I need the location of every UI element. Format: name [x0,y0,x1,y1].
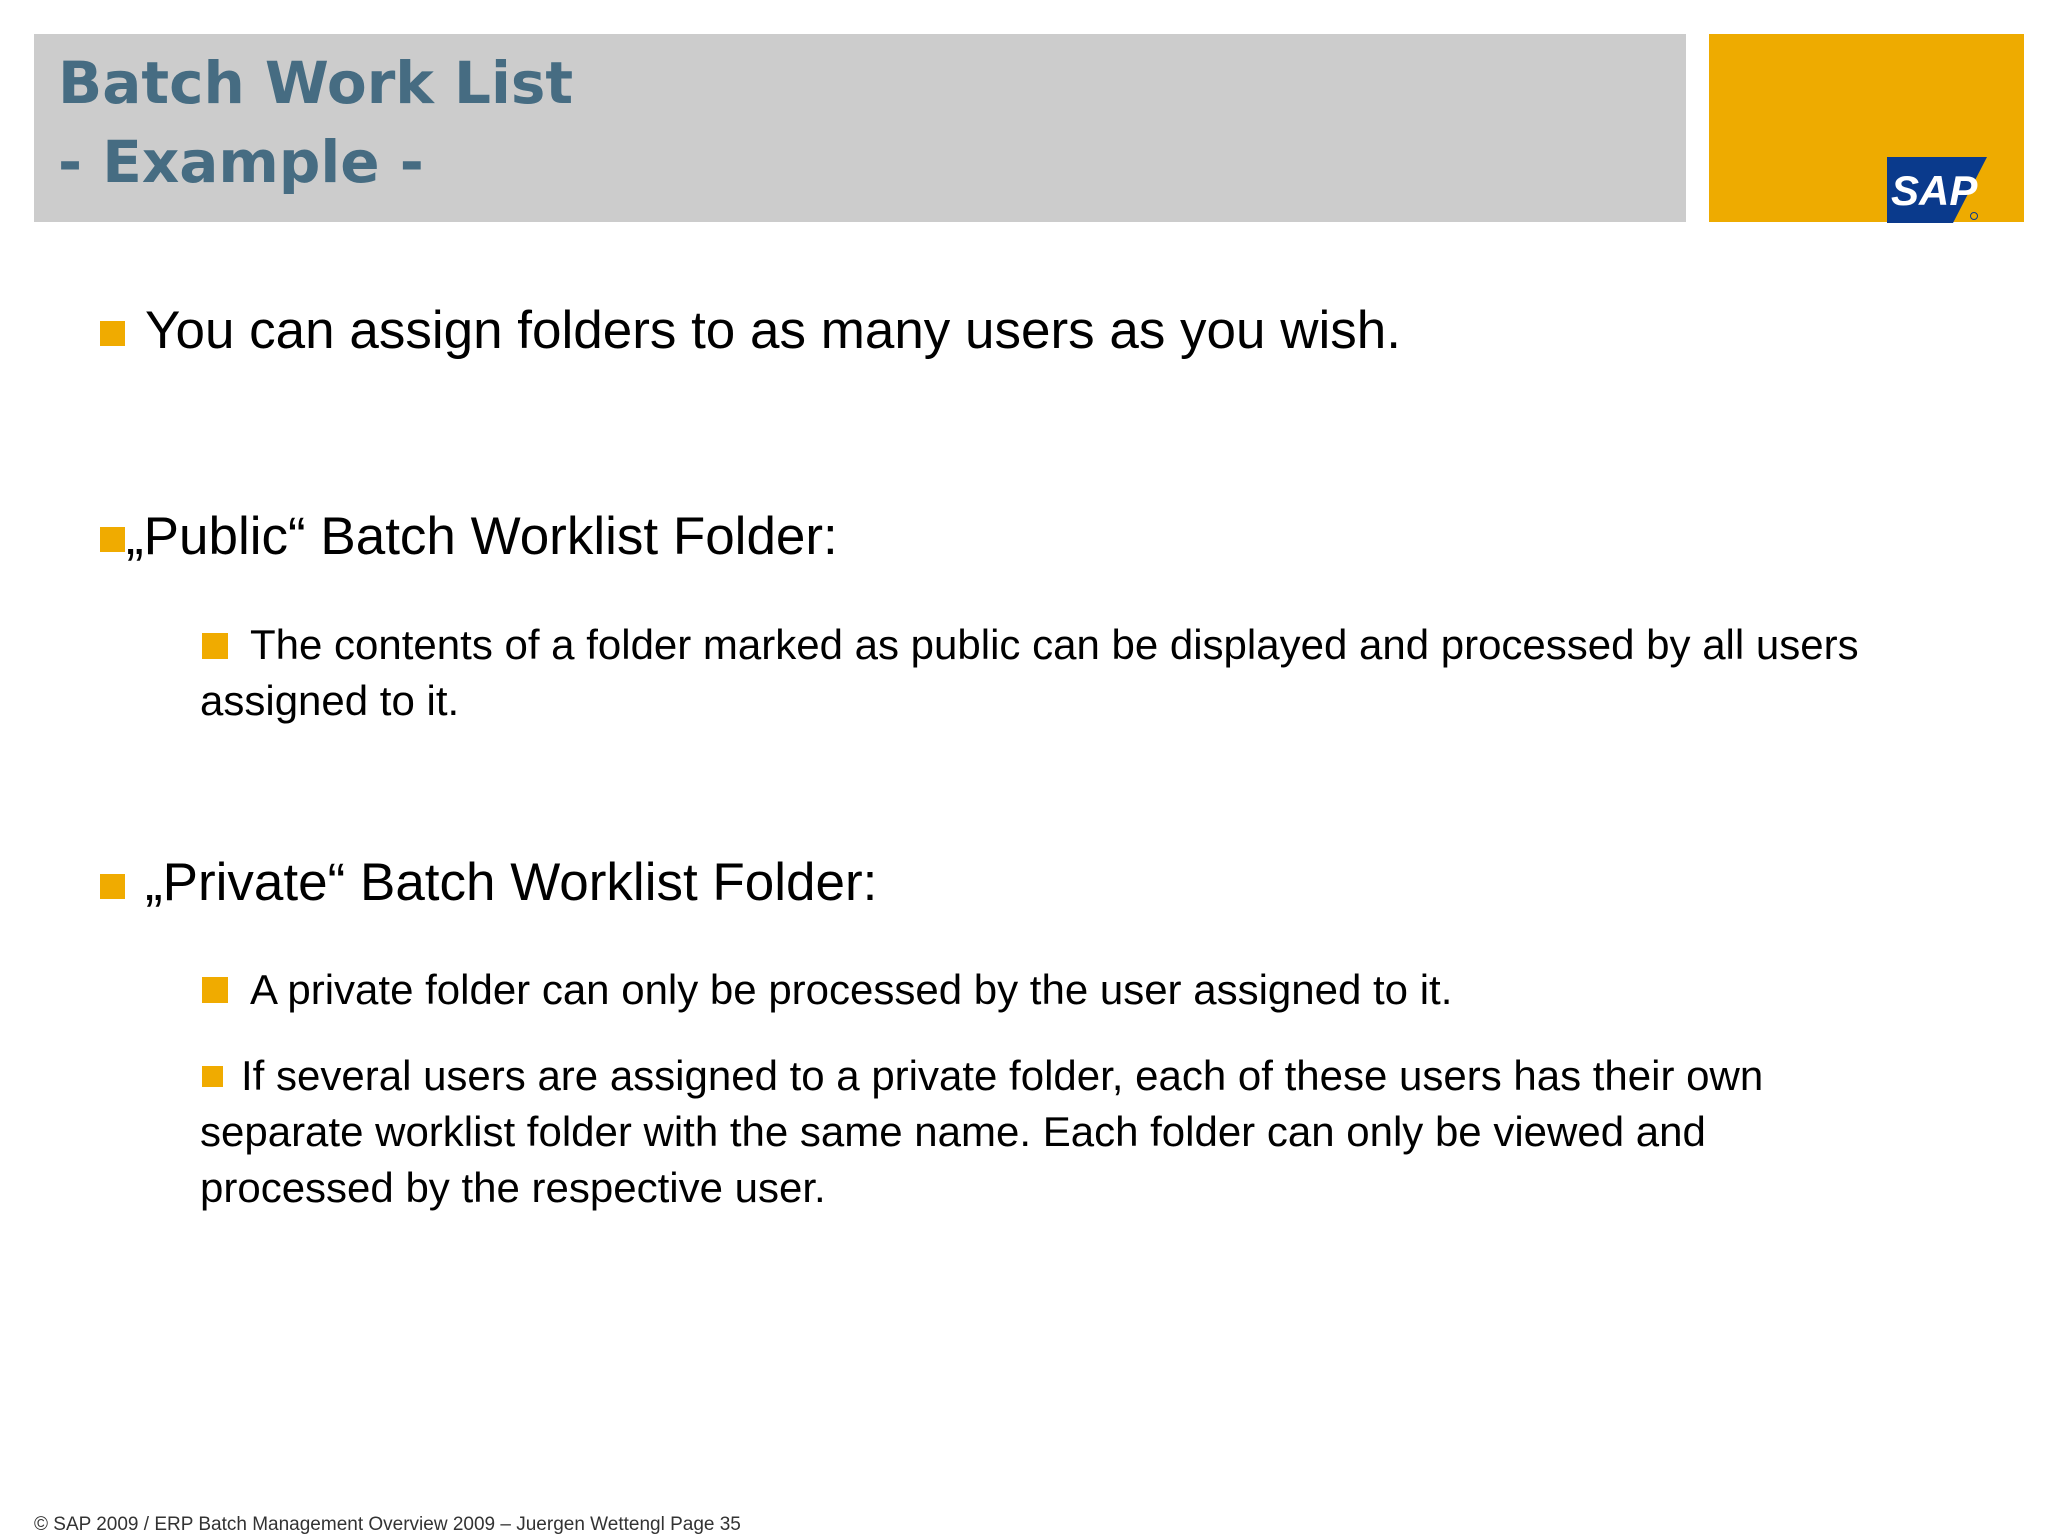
bullet-1-text: You can assign folders to as many users as you wish. [145,301,1401,360]
slide-subtitle: - Example - [58,128,424,196]
logo-text: SAP [1891,167,1978,214]
sub-bullet-square-3-1 [202,977,228,1003]
bullet-3-heading: „Private“ Batch Worklist Folder: [145,853,878,912]
sap-logo [1887,157,1987,223]
title-band [34,34,1686,222]
bullet-square-1 [100,321,125,346]
bullet-3-sub-2-text: If several users are assigned to a private folder, each of these users has their own separate worklist folder with the same name. Each folder can only be viewed and processed by the respective user. [200,1052,1764,1211]
bullet-square-2 [100,527,125,552]
footer-copyright: © SAP 2009 / ERP Batch Management Overview 2009 – Juergen Wettengl Page 35 [34,1514,741,1535]
logo-box [1709,34,2024,222]
slide-title: Batch Work List [58,49,574,117]
bullet-2-sub-1-text: The contents of a folder marked as public can be displayed and processed by all users assigned to it. [200,621,1859,724]
bullet-2-heading: „Public“ Batch Worklist Folder: [126,507,838,566]
bullet-3-sub-1-text: A private folder can only be processed by the user assigned to it. [250,966,1453,1013]
bullet-square-3 [100,874,125,899]
